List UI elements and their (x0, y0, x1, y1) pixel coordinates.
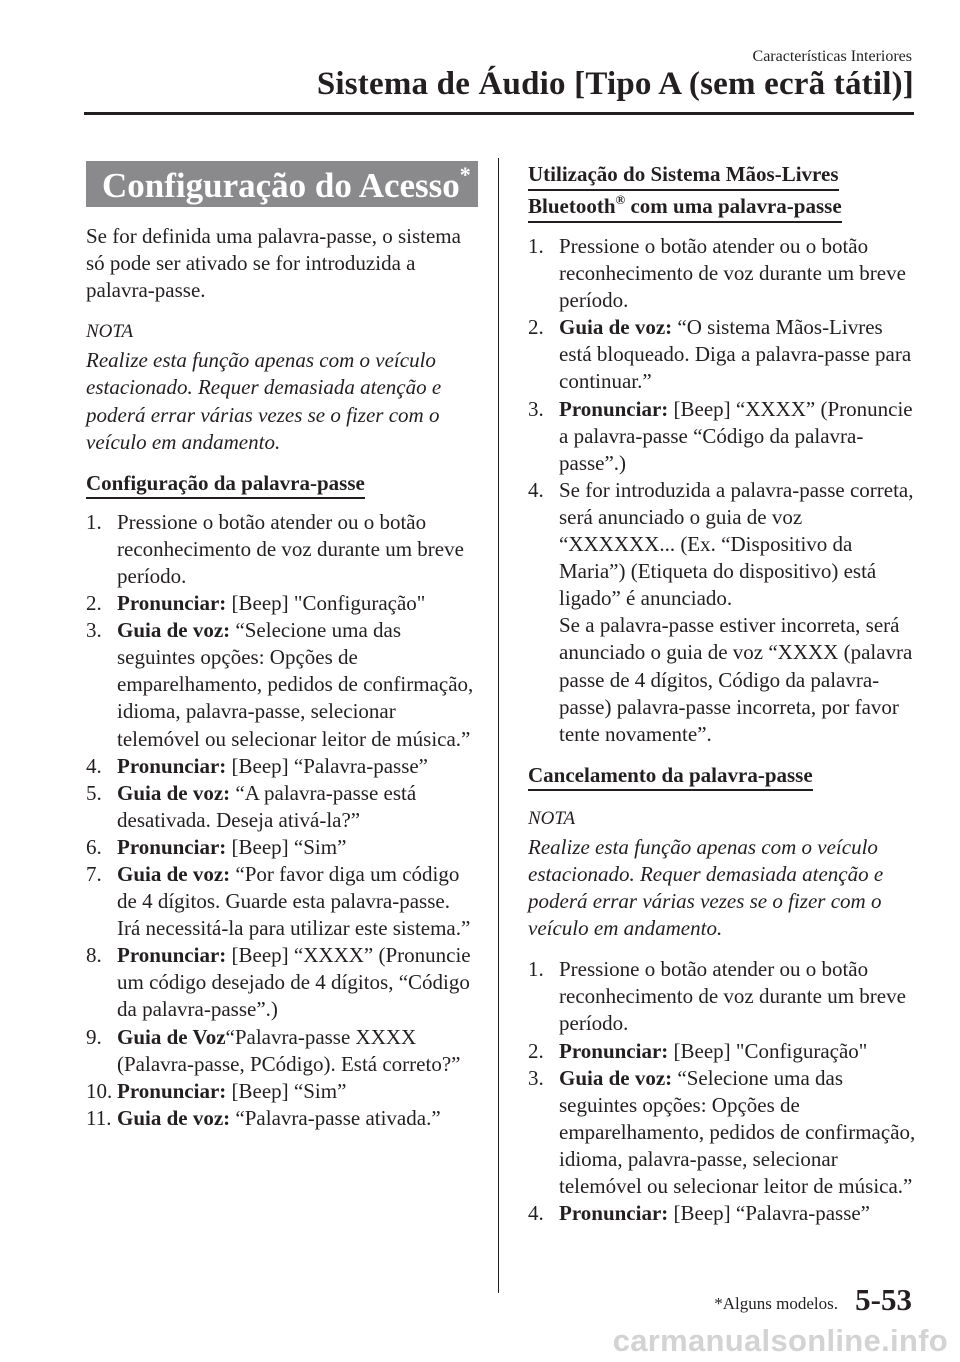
registered-mark: ® (615, 192, 626, 207)
step-text: [Beep] "Configuração" (668, 1038, 868, 1063)
step-label: Pronunciar: (117, 591, 227, 616)
step-item (86, 780, 478, 834)
step-number: 1. (86, 509, 102, 534)
step-label: Guia de voz: (117, 861, 231, 886)
step-text: “Palavra-passe ativada.” (230, 1105, 441, 1130)
step-number: 6. (86, 834, 102, 859)
step-text: “Por favor diga um código de 4 dígitos. Guarde esta palavra-passe. Irá necessitá-la para utilizar este sistema.” (117, 861, 471, 941)
step-item (528, 1200, 920, 1227)
step-label: Guia de voz: (117, 618, 231, 643)
step-number: 1. (528, 234, 544, 258)
step-number: 4. (86, 753, 102, 778)
subheading-cancel-password: Cancelamento da palavra-passe (528, 763, 813, 791)
subheading-handsfree-line2 (528, 193, 842, 223)
chapter-title: Características Interiores (752, 48, 912, 65)
step-number: 4. (528, 477, 544, 502)
bluetooth-word: Bluetooth (528, 194, 616, 218)
step-item (86, 834, 478, 861)
step-number: 5. (86, 780, 102, 805)
step-number: 3. (528, 1065, 544, 1090)
intro-paragraph: Se for definida uma palavra-passe, o sistema só pode ser ativado se for introduzida a palavra-passe. (86, 224, 461, 303)
step-number: 8. (86, 943, 102, 968)
watermark: carmanualsonline.info (612, 1323, 948, 1358)
step-label: Pronunciar: (117, 834, 227, 859)
step-text: “Selecione uma das seguintes opções: Opções de emparelhamento, pedidos de confirmação, idioma, palavra-passe, selecionar telemóvel ou selecionar leitor de música.” (559, 1065, 916, 1198)
handsfree-steps-list (528, 233, 920, 612)
step-label: Guia de voz: (117, 780, 231, 805)
page-title: Sistema de Áudio [Tipo A (sem ecrã tátil)] (316, 66, 914, 102)
section-asterisk: * (459, 162, 471, 187)
incorrect-password-note: Se a palavra-passe estiver incorreta, será anunciado o guia de voz “XXXX (palavra passe de 4 dígitos, Código da palavra-passe) palavra-passe incorreta, por favor tente novamente”. (559, 613, 913, 746)
step-label: Guia de voz: (117, 1105, 231, 1130)
page-number: 5-53 (855, 1282, 912, 1317)
footer-footnote: *Alguns modelos. (714, 1294, 838, 1313)
section-banner (86, 161, 478, 207)
step-text: “Palavra-passe XXXX (Palavra-passe, PCódigo). Está correto?” (117, 1024, 461, 1076)
step-item (86, 1105, 478, 1132)
step-item (528, 477, 920, 612)
step-item (86, 1078, 478, 1105)
step-text: Pressione o botão atender ou o botão reconhecimento de voz durante um breve período. (117, 509, 464, 588)
step-item (528, 1065, 920, 1200)
step-label: Pronunciar: (117, 753, 227, 778)
step-label: Pronunciar: (559, 396, 669, 421)
subheading-handsfree-rest: com uma palavra-passe (625, 194, 842, 218)
step-number: 2. (528, 315, 544, 340)
note-label: NOTA (86, 321, 134, 343)
step-number: 11. (86, 1105, 112, 1130)
step-text: [Beep] “Sim” (226, 1078, 347, 1103)
step-number: 3. (528, 396, 544, 421)
step-number: 3. (86, 618, 102, 643)
step-text: Pressione o botão atender ou o botão reconhecimento de voz durante um breve período. (559, 957, 906, 1036)
step-text: “O sistema Mãos-Livres está bloqueado. Diga a palavra-passe para continuar.” (559, 315, 912, 394)
step-label: Guia de voz: (559, 1065, 673, 1090)
step-number: 9. (86, 1024, 102, 1049)
step-item (86, 590, 478, 617)
step-text: [Beep] “Palavra-passe” (668, 1201, 871, 1226)
step-number: 7. (86, 861, 102, 886)
step-item (86, 1024, 478, 1078)
step-label: Pronunciar: (117, 1078, 227, 1103)
step-number: 2. (528, 1038, 544, 1063)
section-title: Configuração do Acesso (102, 166, 460, 205)
step-item (528, 396, 920, 477)
step-item (528, 233, 920, 314)
header-rule (84, 112, 914, 115)
step-number: 2. (86, 591, 102, 616)
step-text: “A palavra-passe está desativada. Deseja ativá-la?” (117, 780, 417, 832)
step-text: [Beep] “Sim” (226, 834, 347, 859)
step-text: [Beep] "Configuração" (226, 591, 426, 616)
step-number: 1. (528, 957, 544, 982)
step-text: [Beep] “XXXX” (Pronuncie um código desejado de 4 dígitos, “Código da palavra-passe”.) (117, 943, 471, 1022)
subheading-password-setup: Configuração da palavra-passe (86, 471, 365, 499)
column-divider (498, 158, 499, 1293)
step-text: “Selecione uma das seguintes opções: Opções de emparelhamento, pedidos de confirmação, idioma, palavra-passe, selecionar telemóvel ou selecionar leitor de música.” (117, 618, 474, 751)
step-label: Pronunciar: (559, 1038, 669, 1063)
note-label-2: NOTA (528, 807, 576, 829)
step-label: Guia de voz: (559, 315, 673, 340)
step-item (528, 956, 920, 1037)
step-text: [Beep] “XXXX” (Pronuncie a palavra-passe “Código da palavra-passe”.) (559, 396, 913, 475)
step-item (86, 617, 478, 752)
cancel-steps-list (528, 956, 920, 1227)
step-item (528, 314, 920, 395)
step-text: [Beep] “Palavra-passe” (226, 753, 429, 778)
step-text: Pressione o botão atender ou o botão reconhecimento de voz durante um breve período. (559, 234, 906, 313)
note-text-2: Realize esta função apenas com o veículo estacionado. Requer demasiada atenção e poderá errar várias vezes se o fizer com o veículo em andamento. (528, 834, 884, 941)
step-label: Pronunciar: (117, 943, 227, 968)
setup-steps-list (86, 509, 478, 1132)
step-number: 4. (528, 1201, 544, 1226)
step-label: Pronunciar: (559, 1201, 669, 1226)
step-item (528, 1038, 920, 1065)
step-item (86, 942, 478, 1023)
right-column (528, 161, 920, 1227)
step-item (86, 861, 478, 942)
step-item (86, 509, 478, 590)
step-label: Guia de Voz (117, 1024, 226, 1049)
step-number: 10. (86, 1078, 113, 1103)
step-item (86, 753, 478, 780)
subheading-handsfree-line1: Utilização do Sistema Mãos-Livres (528, 161, 839, 191)
left-column (86, 161, 478, 1132)
step-text: Se for introduzida a palavra-passe correta, será anunciado o guia de voz “XXXXXX... (Ex. “Dispositivo da Maria”) (Etiqueta do dispositivo) está ligado” é anunciado. (559, 477, 914, 611)
note-text: Realize esta função apenas com o veículo estacionado. Requer demasiada atenção e poderá errar várias vezes se o fizer com o veículo em andamento. (86, 348, 442, 454)
